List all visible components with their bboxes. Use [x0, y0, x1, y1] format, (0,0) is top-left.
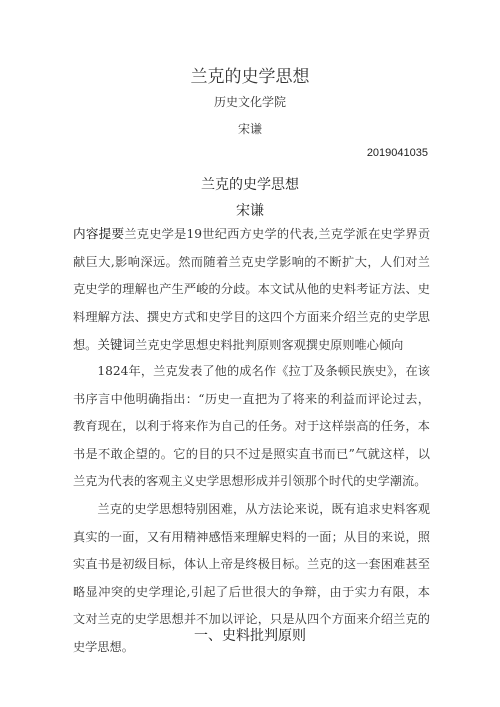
abstract-block [73, 220, 430, 360]
article-title: 兰克的史学思想 [201, 177, 299, 193]
cover-author: 宋谦 [237, 122, 262, 136]
body-paragraph: 兰克的史学思想特别困难，从方法论来说，既有追求史料客观真实的一面，又有用精神感悟来理解史料的一面；从目的来说，照实直书是初级目标，体认上帝是终极目标。兰克的这一套困难甚至略显冲突的史学理论,引起了后世很大的争辩，由于实力有限，本文对兰克的史学思想并不加以评论，只是从四个方面来介绍兰克的史学思想。 [73, 502, 430, 654]
article-author: 宋谦 [236, 203, 264, 219]
student-id: 2019041035 [366, 147, 428, 159]
section-heading: 一、史料批判原则 [194, 628, 306, 644]
school-name: 历史文化学院 [213, 95, 286, 109]
abstract-text: 兰克史学是19世纪西方史学的代表,兰克学派在史学界贡献巨大,影响深远。然而随着兰克史学影响的不断扩大，人们对兰克史学的理解也产生严峻的分歧。本文试从他的史料考证方法、史料理解方法、撰史方式和史学目的这四个方面来介绍兰克的史学思想。 [73, 227, 431, 353]
body-paragraph: 1824年，兰克发表了他的成名作《拉丁及条顿民族史》，在该书序言中他明确指出：“历史一直把为了将来的利益而评论过去，教育现在，以利于将来作为自己的任务。对于这样崇高的任务，本书是不敢企望的。它的目的只不过是照实直书而已”气就这样，以兰克为代表的客观主义史学思想形成并引领那个时代的史学潮流。 [73, 364, 430, 489]
keywords-text: 兰克史学思想史料批判原则客观撰史原则唯心倾向 [135, 338, 404, 353]
abstract-label: 内容提要 [73, 226, 125, 241]
cover-title: 兰克的史学思想 [190, 67, 310, 87]
keywords-label: 关键词 [97, 337, 136, 353]
